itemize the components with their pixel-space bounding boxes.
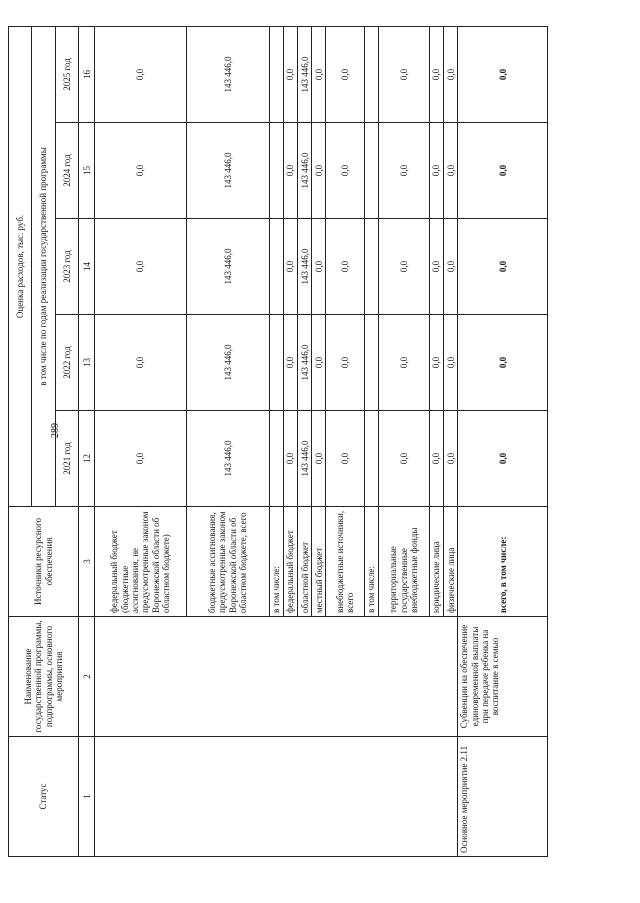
value-cell: 0,0 <box>283 315 297 411</box>
value-cell <box>364 123 378 219</box>
source-cell: территориальные государственные внебюджетные фонды <box>378 507 429 617</box>
activity-value: 0,0 <box>458 315 548 411</box>
value-cell: 0,0 <box>430 411 444 507</box>
col-index: 2 <box>79 617 95 737</box>
source-cell: внебюджетные источники, всего <box>326 507 364 617</box>
value-cell: 0,0 <box>444 315 458 411</box>
value-cell: 143 446,0 <box>186 219 269 315</box>
header-name: Наименование государственной программы, подпрограммы, основного мероприятия <box>9 617 79 737</box>
activity-value: 0,0 <box>458 123 548 219</box>
value-cell: 143 446,0 <box>298 315 312 411</box>
value-cell: 143 446,0 <box>186 26 269 122</box>
value-cell: 0,0 <box>378 123 429 219</box>
value-cell: 0,0 <box>95 26 187 122</box>
value-cell: 0,0 <box>430 219 444 315</box>
col-index: 15 <box>79 123 95 219</box>
value-cell <box>364 315 378 411</box>
value-cell <box>269 123 283 219</box>
value-cell: 0,0 <box>95 411 187 507</box>
value-cell: 143 446,0 <box>298 26 312 122</box>
activity-value: 0,0 <box>458 219 548 315</box>
value-cell: 0,0 <box>312 315 326 411</box>
year-2022: 2022 год <box>55 315 78 411</box>
value-cell: 0,0 <box>444 26 458 122</box>
budget-table <box>8 27 548 857</box>
header-estimate: Оценка расходов, тыс. руб. <box>9 26 32 506</box>
value-cell: 0,0 <box>312 26 326 122</box>
value-cell: 143 446,0 <box>186 411 269 507</box>
value-cell: 0,0 <box>444 411 458 507</box>
header-source: Источники ресурсного обеспечения <box>9 507 79 617</box>
source-cell: федеральный бюджет (бюджетные ассигнования, не предусмотренные законом Воронежской области об областном бюджете) <box>95 507 187 617</box>
value-cell: 0,0 <box>378 219 429 315</box>
value-cell: 0,0 <box>378 26 429 122</box>
value-cell: 0,0 <box>444 219 458 315</box>
value-cell: 0,0 <box>312 411 326 507</box>
value-cell <box>364 411 378 507</box>
col-index: 3 <box>79 507 95 617</box>
value-cell: 143 446,0 <box>298 411 312 507</box>
col-index: 1 <box>79 737 95 857</box>
value-cell <box>269 219 283 315</box>
value-cell: 143 446,0 <box>298 219 312 315</box>
activity-name: Субвенции на обеспечение единовременной выплаты при передаче ребенка на воспитание в семью <box>458 617 548 737</box>
value-cell <box>269 315 283 411</box>
source-cell: федеральный бюджет <box>283 507 297 617</box>
activity-source: всего, в том числе: <box>458 507 548 617</box>
year-2021: 2021 год <box>55 411 78 507</box>
source-cell: физические лица <box>444 507 458 617</box>
source-cell: юридические лица <box>430 507 444 617</box>
year-2023: 2023 год <box>55 219 78 315</box>
value-cell: 0,0 <box>430 123 444 219</box>
year-2025: 2025 год <box>55 26 78 122</box>
activity-value: 0,0 <box>458 411 548 507</box>
page-number: 289 <box>50 423 61 438</box>
value-cell: 0,0 <box>283 26 297 122</box>
value-cell: 0,0 <box>430 315 444 411</box>
value-cell <box>364 219 378 315</box>
value-cell: 0,0 <box>444 123 458 219</box>
value-cell: 0,0 <box>326 315 364 411</box>
activity-value: 0,0 <box>458 26 548 122</box>
year-2024: 2024 год <box>55 123 78 219</box>
value-cell: 0,0 <box>283 411 297 507</box>
value-cell: 0,0 <box>326 123 364 219</box>
header-by-years: в том числе по годам реализации государственной программы <box>32 26 55 506</box>
source-cell: местный бюджет <box>312 507 326 617</box>
source-cell: в том числе: <box>269 507 283 617</box>
header-status: Статус <box>9 737 79 857</box>
value-cell: 0,0 <box>326 411 364 507</box>
col-index: 16 <box>79 26 95 122</box>
value-cell: 0,0 <box>95 219 187 315</box>
value-cell: 143 446,0 <box>186 123 269 219</box>
activity-status: Основное мероприятие 2.11 <box>458 737 548 857</box>
status-cell-empty <box>95 737 458 857</box>
value-cell: 143 446,0 <box>298 123 312 219</box>
value-cell: 143 446,0 <box>186 315 269 411</box>
col-index: 13 <box>79 315 95 411</box>
value-cell: 0,0 <box>378 315 429 411</box>
source-cell: областной бюджет <box>298 507 312 617</box>
source-cell: в том числе: <box>364 507 378 617</box>
name-cell-empty <box>95 617 458 737</box>
value-cell: 0,0 <box>283 123 297 219</box>
value-cell: 0,0 <box>312 123 326 219</box>
value-cell <box>269 411 283 507</box>
value-cell: 0,0 <box>312 219 326 315</box>
value-cell: 0,0 <box>378 411 429 507</box>
value-cell: 0,0 <box>430 26 444 122</box>
col-index: 14 <box>79 219 95 315</box>
col-index: 12 <box>79 411 95 507</box>
value-cell: 0,0 <box>326 219 364 315</box>
value-cell <box>269 26 283 122</box>
value-cell: 0,0 <box>283 219 297 315</box>
value-cell: 0,0 <box>326 26 364 122</box>
source-cell: бюджетные ассигнования, предусмотренные законом Воронежской области об областном бюджете, всего <box>186 507 269 617</box>
value-cell: 0,0 <box>95 123 187 219</box>
value-cell: 0,0 <box>95 315 187 411</box>
value-cell <box>364 26 378 122</box>
